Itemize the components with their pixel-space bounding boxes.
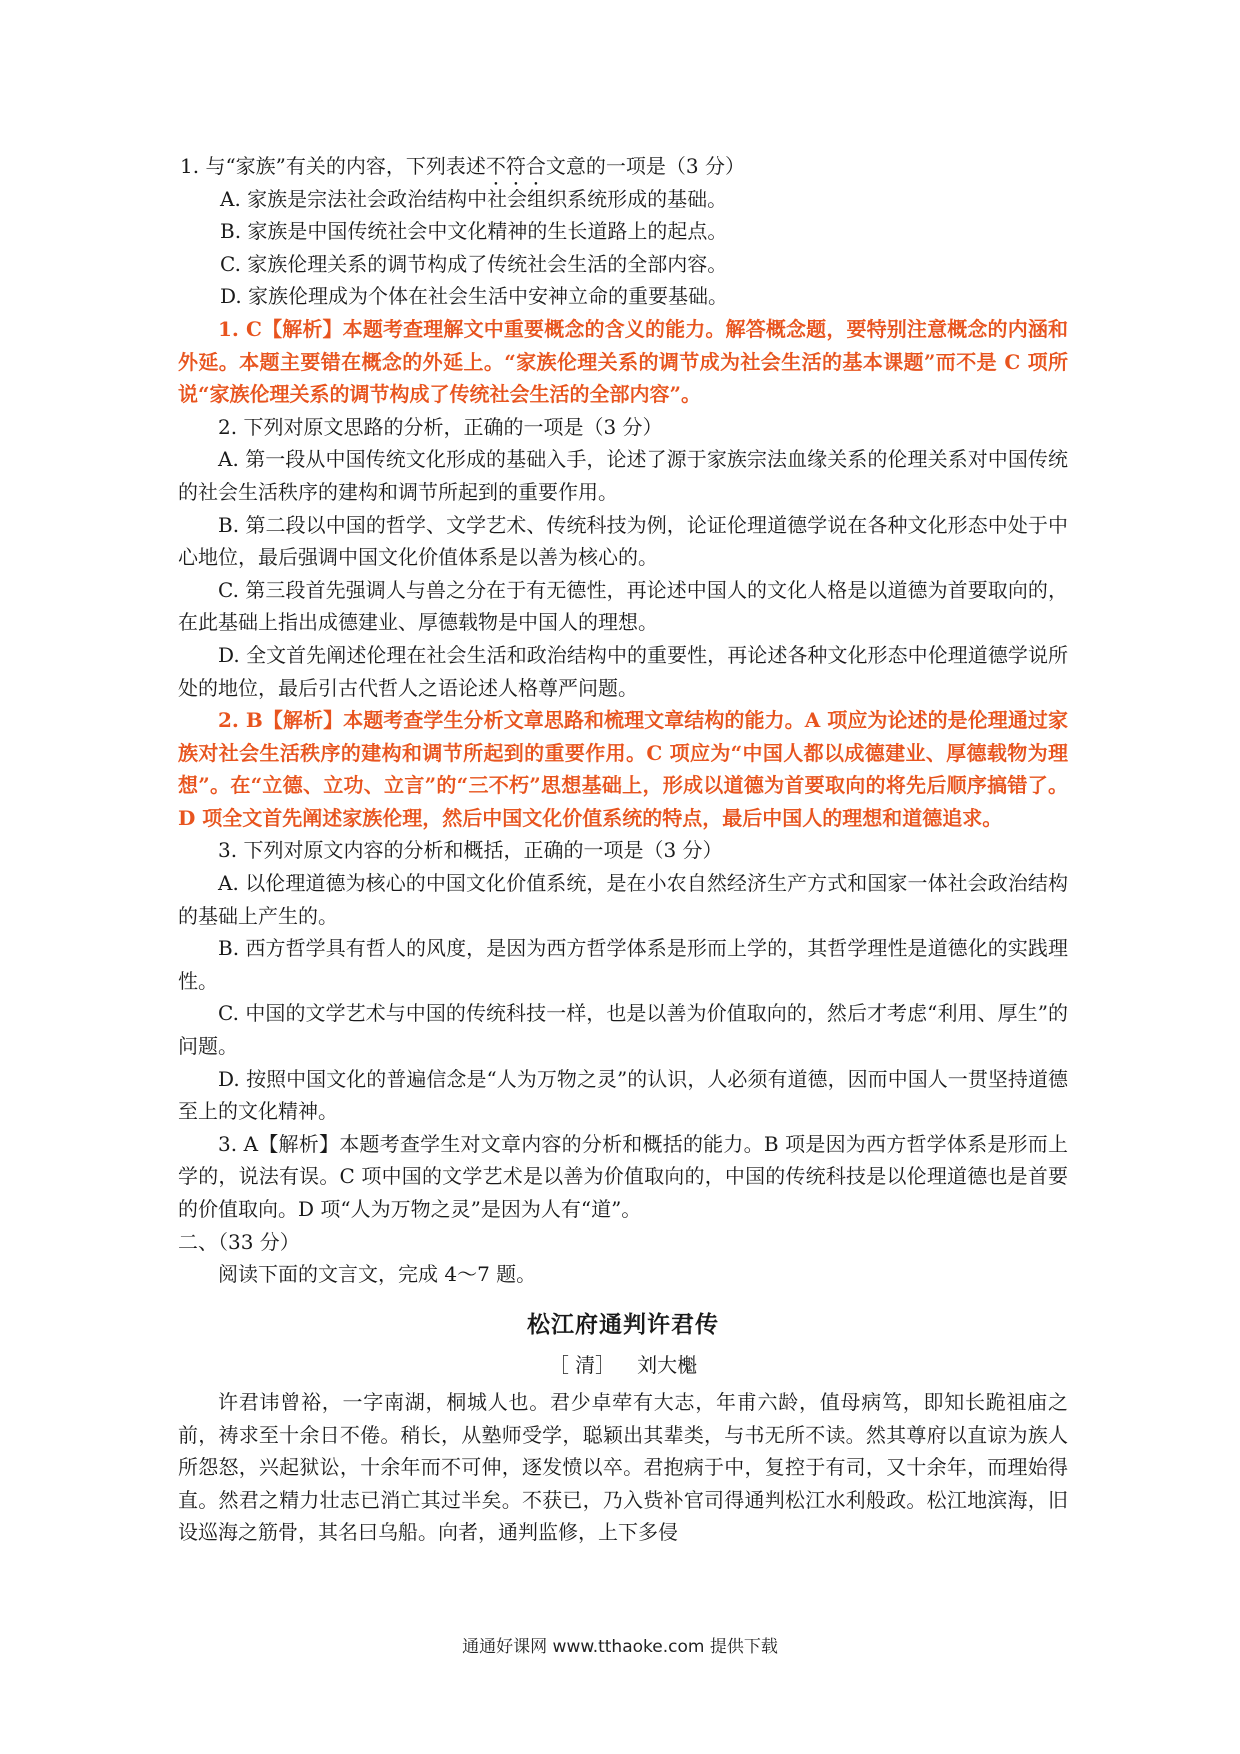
question-1-stem-text: 1. 与“家族”有关的内容，下列表述 [180,154,486,178]
article-title: 松江府通判许君传 [527,1311,719,1338]
question-1-stem-tail: 文意的一项是（3 分） [545,154,745,178]
article-dynasty: ［ 清］ [548,1353,616,1378]
article-byline [178,1349,1068,1382]
question-3-analysis: 3. A【解析】本题考查学生对文章内容的分析和概括的能力。B 项是因为西方哲学体系是形而上学的，说法有误。C 项中国的文学艺术是以善为价值取向的，中国的传统科技是以伦理道德也是首要的价值取向。D 项“人为万物之灵”是因为人有“道”。 [178,1131,1068,1221]
question-1-option-c: C. 家族伦理关系的调节构成了传统社会生活的全部内容。 [220,251,728,276]
question-3-option-d: D. 按照中国文化的普遍信念是“人为万物之灵”的认识，人必须有道德，因而中国人一贯坚持道德至上的文化精神。 [178,1066,1068,1124]
question-1-option-b: B. 家族是中国传统社会中文化精神的生长道路上的起点。 [220,219,728,244]
question-2-stem: 2. 下列对原文思路的分析，正确的一项是（3 分） [218,414,663,439]
question-1-option-d: D. 家族伦理成为个体在社会生活中安神立命的重要基础。 [220,284,729,309]
question-2-option-a: A. 第一段从中国传统文化形成的基础入手，论述了源于家族宗法血缘关系的伦理关系对中国传统的社会生活秩序的建构和调节所起到的重要作用。 [178,447,1068,504]
question-1-stem [178,150,1068,183]
section-2-instruction: 阅读下面的文言文，完成 4～7 题。 [218,1262,537,1287]
section-2-heading: 二、（33 分） [178,1229,300,1254]
question-3-option-a: A. 以伦理道德为核心的中国文化价值系统，是在小农自然经济生产方式和国家一体社会政治结构的基础上产生的。 [178,871,1068,928]
question-2-option-d: D. 全文首先阐述伦理在社会生活和政治结构中的重要性，再论述各种文化形态中伦理道德学说所处的地位，最后引古代哲人之语论述人格尊严问题。 [178,642,1068,700]
question-2-analysis: 2. B【解析】本题考查学生分析文章思路和梳理文章结构的能力。A 项应为论述的是伦理通过家族对社会生活秩序的建构和调节所起到的重要作用。C 项应为“中国人都以成德建业、厚德载物为理想”。在“立德、立功、立言”的“三不朽”思想基础上，形成以道德为首要取向的将先后顺序搞错了。D 项全文首先阐述家族伦理，然后中国文化价值系统的特点，最后中国人的理想和道德追求。 [178,708,1068,830]
question-3-option-b: B. 西方哲学具有哲人的风度，是因为西方哲学体系是形而上学的，其哲学理性是道德化的实践理性。 [178,936,1068,993]
page-content [178,150,1068,1549]
question-1-option-a: A. 家族是宗法社会政治结构中社会组织系统形成的基础。 [220,186,728,211]
question-2-option-b: B. 第二段以中国的哲学、文学艺术、传统科技为例，论证伦理道德学说在各种文化形态中处于中心地位，最后强调中国文化价值体系是以善为核心的。 [178,512,1068,570]
article-body: 许君讳曾裕，一字南湖，桐城人也。君少卓荦有大志，年甫六龄，值母病笃，即知长跪祖庙之前，祷求至十余日不倦。稍长，从塾师受学，聪颖出其辈类，与书无所不读。然其尊府以直谅为族人所怨怒，兴起狱讼，十余年而不可伸，逐发愤以卒。君抱病于中，复控于有司，又十余年，而理始得直。然君之精力壮志已消亡其过半矣。不获已，乃入赀补官司得通判松江水利般政。松江地滨海，旧设巡海之筋骨，其名曰乌船。向者，通判监修，上下多侵 [178,1389,1068,1545]
emphasis-char: 符 [505,154,526,178]
emphasis-char: 不 [485,154,506,178]
question-3-option-c: C. 中国的文学艺术与中国的传统科技一样，也是以善为价值取向的，然后才考虑“利用、厚生”的问题。 [178,1001,1068,1059]
question-3-stem: 3. 下列对原文内容的分析和概括，正确的一项是（3 分） [218,838,723,863]
question-1-analysis: 1. C【解析】本题考查理解文中重要概念的含义的能力。解答概念题，要特别注意概念的内涵和外延。本题主要错在概念的外延上。“家族伦理关系的调节成为社会生活的基本课题”而不是 C 项所说“家族伦理关系的调节构成了传统社会生活的全部内容”。 [178,316,1068,407]
article-author: 刘大櫆 [637,1353,698,1378]
emphasis-char: 合 [525,154,546,178]
question-2-option-c: C. 第三段首先强调人与兽之分在于有无德性，再论述中国人的文化人格是以道德为首要取向的，在此基础上指出成德建业、厚德载物是中国人的理想。 [178,577,1068,635]
page-footer: 通通好课网 www.tthaoke.com 提供下载 [462,1637,778,1657]
